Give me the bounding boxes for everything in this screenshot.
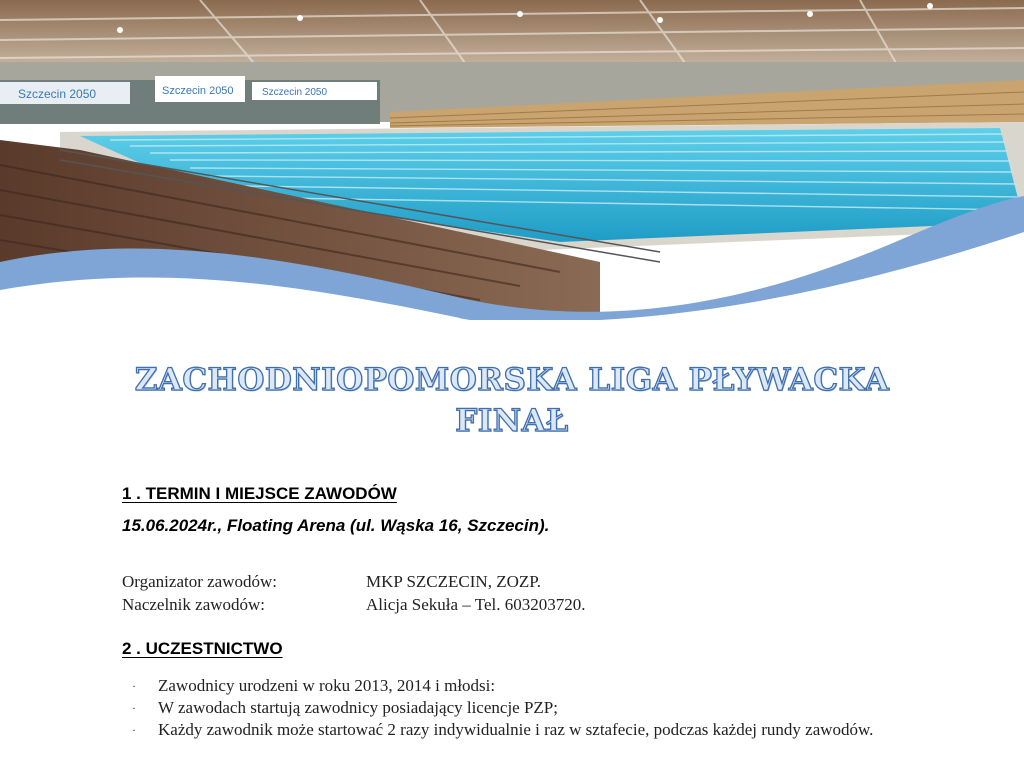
section-heading-date-place: 1 . TERMIN I MIEJSCE ZAWODÓW xyxy=(122,484,397,503)
banner-3: Szczecin 2050 xyxy=(262,87,328,98)
list-item-text: Każdy zawodnik może startować 2 razy indywidualnie i raz w sztafecie, podczas każdej rundy zawodów. xyxy=(158,720,874,739)
list-item xyxy=(122,719,912,741)
event-title: ZACHODNIOPOMORSKA LIGA PŁYWACKA xyxy=(134,362,890,398)
bullet-icon: · xyxy=(132,679,136,693)
referee-value: Alicja Sekuła – Tel. 603203720. xyxy=(366,595,586,614)
pool-photo xyxy=(0,0,1024,320)
organizer-label: Organizator zawodów: xyxy=(122,572,277,591)
banner-2: Szczecin 2050 xyxy=(162,85,234,97)
banner-1: Szczecin 2050 xyxy=(18,87,97,101)
date-and-venue: 15.06.2024r., Floating Arena (ul. Wąska 16, Szczecin). xyxy=(122,516,550,535)
event-subtitle: FINAŁ xyxy=(455,403,569,439)
section-heading-participation: 2 . UCZESTNICTWO xyxy=(122,639,283,658)
referee-row xyxy=(122,595,585,615)
participation-list xyxy=(122,675,912,741)
bullet-icon: · xyxy=(132,723,136,737)
bullet-icon: · xyxy=(132,701,136,715)
organizer-value: MKP SZCZECIN, ZOZP. xyxy=(366,572,542,591)
referee-label: Naczelnik zawodów: xyxy=(122,595,266,614)
list-item-text: Zawodnicy urodzeni w roku 2013, 2014 i młodsi: xyxy=(158,676,496,695)
list-item-text: W zawodach startują zawodnicy posiadający licencje PZP; xyxy=(158,698,558,717)
organizer-row xyxy=(122,572,541,592)
list-item xyxy=(122,697,912,719)
pool-arena-image xyxy=(0,0,1024,320)
list-item xyxy=(122,675,912,697)
